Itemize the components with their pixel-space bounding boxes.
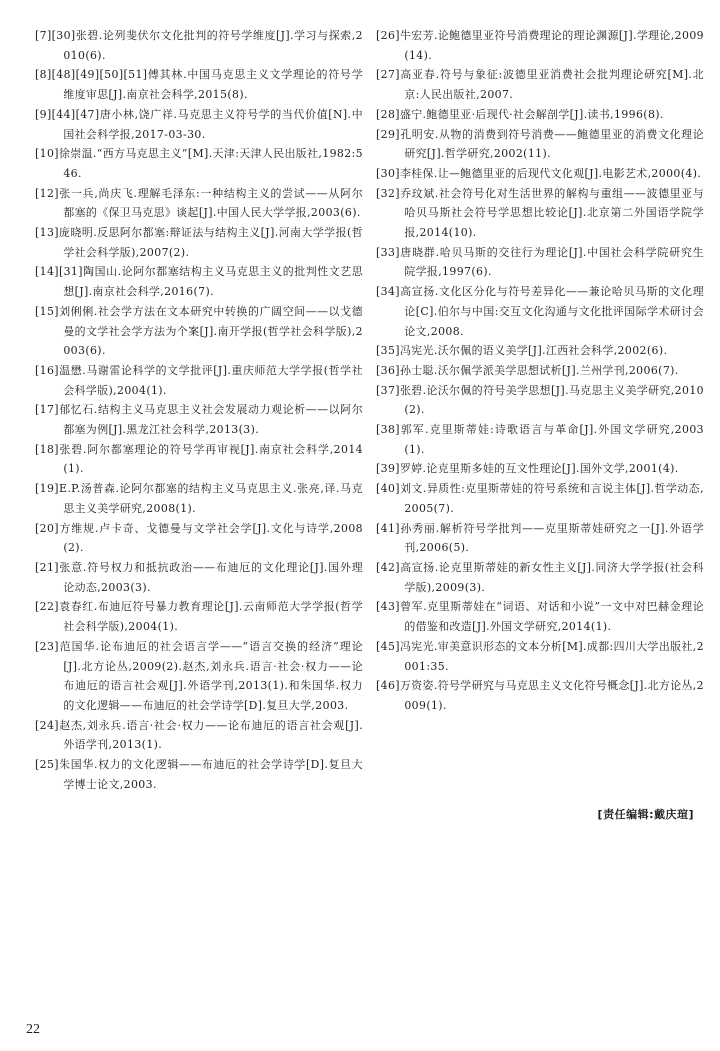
reference-item: [37]张碧.论沃尔佩的符号美学思想[J].马克思主义美学研究,2010(2). xyxy=(376,383,704,417)
reference-item: [14][31]陶国山.论阿尔都塞结构主义马克思主义的批判性文艺思想[J].南京社会科学,2016(7). xyxy=(35,265,363,299)
reference-item: [8][48][49][50][51]傅其林.中国马克思主义文学理论的符号学维度审思[J].南京社会科学,2015(8). xyxy=(35,68,363,102)
reference-item: [27]高亚春.符号与象征:波德里亚消费社会批判理论研究[M].北京:人民出版社,2007. xyxy=(376,68,704,102)
reference-item: [41]孙秀丽.解析符号学批判——克里斯蒂娃研究之一[J].外语学刊,2006(5). xyxy=(376,521,704,555)
reference-item: [10]徐崇温.“西方马克思主义”[M].天津:天津人民出版社,1982:546. xyxy=(35,147,363,180)
reference-item: [29]孔明安.从物的消费到符号消费——鲍德里亚的消费文化理论研究[J].哲学研究,2002(11). xyxy=(376,127,704,161)
reference-item: [24]赵杰,刘永兵.语言·社会·权力——论布迪厄的语言社会观[J].外语学刊,2013(1). xyxy=(35,718,363,752)
reference-item: [38]郭军.克里斯蒂娃:诗歌语言与革命[J].外国文学研究,2003(1). xyxy=(376,423,704,456)
reference-item: [36]孙士聪.沃尔佩学派美学思想试析[J].兰州学刊,2006(7). xyxy=(376,363,679,377)
reference-item: [18]张碧.阿尔都塞理论的符号学再审视[J].南京社会科学,2014(1). xyxy=(35,442,363,476)
reference-item: [39]罗婷.论克里斯多娃的互文性理论[J].国外文学,2001(4). xyxy=(376,462,679,476)
reference-item: [21]张意.符号权力和抵抗政治——布迪厄的文化理论[J].国外理论动态,2003(3). xyxy=(35,560,363,594)
reference-item: [9][44][47]唐小林,饶广祥.马克思主义符号学的当代价值[N].中国社会科学报,2017-03-30. xyxy=(35,107,363,141)
reference-item: [26]牛宏芳.论鲍德里亚符号消费理论的理论渊源[J].学理论,2009(14). xyxy=(376,29,704,62)
reference-item: [45]冯宪光.审美意识形态的文本分析[M].成都:四川大学出版社,2001:35. xyxy=(376,639,704,673)
reference-item: [30]李桂保.让—鲍德里亚的后现代文化观[J].电影艺术,2000(4). xyxy=(376,166,702,180)
reference-item: [16]温懋.马谢雷论科学的文学批评[J].重庆师范大学学报(哲学社会科学版),2004(1). xyxy=(35,363,363,397)
references-left-column xyxy=(35,26,363,794)
reference-item: [32]乔玟斌.社会符号化对生活世界的解构与重组——波德里亚与哈贝马斯社会符号学思想比较论[J].北京第二外国语学院学报,2014(10). xyxy=(376,186,704,240)
reference-item: [12]张一兵,尚庆飞.理解毛泽东:一种结构主义的尝试——从阿尔都塞的《保卫马克思》谈起[J].中国人民大学学报,2003(6). xyxy=(35,186,363,220)
reference-item: [33]唐晓群.哈贝马斯的交往行为理论[J].中国社会科学院研究生院学报,1997(6). xyxy=(376,245,704,279)
references-right-column xyxy=(376,26,704,716)
reference-item: [42]高宣扬.论克里斯蒂娃的新女性主义[J].同济大学学报(社会科学版),2009(3). xyxy=(376,560,704,594)
reference-item: [17]郁忆石.结构主义马克思主义社会发展动力观论析——以阿尔都塞为例[J].黑龙江社会科学,2013(3). xyxy=(35,403,363,437)
reference-item: [13]庞晓明.反思阿尔都塞:辩证法与结构主义[J].河南大学学报(哲学社会科学版),2007(2). xyxy=(35,226,363,259)
reference-item: [35]冯宪光.沃尔佩的语义美学[J].江西社会科学,2002(6). xyxy=(376,344,668,358)
reference-item: [23]范国华.论布迪厄的社会语言学——“语言交换的经济”理论[J].北方论丛,2009(2).赵杰,刘永兵.语言·社会·权力——论布迪厄的语言社会观[J].外语学刊,2013(1).和朱国华.权力的文化逻辑——布迪厄的社会学诗学[D].复旦大学,2003. xyxy=(35,639,363,712)
reference-item: [7][30]张碧.论列斐伏尔文化批判的符号学维度[J].学习与探索,2010(6). xyxy=(35,29,363,62)
reference-item: [25]朱国华.权力的文化逻辑——布迪厄的社会学诗学[D].复旦大学博士论文,2003. xyxy=(35,758,363,791)
page-number: 22 xyxy=(26,1022,40,1037)
reference-item: [15]刘俐俐.社会学方法在文本研究中转换的广阔空间——以戈德曼的文学社会学方法为个案[J].南开学报(哲学社会科学版),2003(6). xyxy=(35,304,363,358)
reference-item: [34]高宣扬.文化区分化与符号差异化——兼论哈贝马斯的文化理论[C].伯尔与中国:交互文化沟通与文化批评国际学术研讨会论文,2008. xyxy=(376,285,704,338)
reference-item: [19]E.P.汤普森.论阿尔都塞的结构主义马克思主义.张亮,译.马克思主义美学研究,2008(1). xyxy=(35,482,363,515)
responsible-editor-note: [责任编辑:戴庆瑄] xyxy=(597,808,694,821)
reference-item: [43]曾军.克里斯蒂娃在“词语、对话和小说”一文中对巴赫金理论的借鉴和改造[J].外国文学研究,2014(1). xyxy=(376,600,704,634)
reference-item: [40]刘文.异质性:克里斯蒂娃的符号系统和言说主体[J].哲学动态,2005(7). xyxy=(376,482,704,515)
reference-item: [20]方维规.卢卡奇、戈德曼与文学社会学[J].文化与诗学,2008(2). xyxy=(35,521,363,555)
reference-item: [46]万资姿.符号学研究与马克思主义文化符号概念[J].北方论丛,2009(1). xyxy=(376,679,704,712)
reference-item: [28]盛宁.鲍德里亚·后现代·社会解剖学[J].读书,1996(8). xyxy=(376,107,664,121)
reference-item: [22]袁春红.布迪厄符号暴力教育理论[J].云南师范大学学报(哲学社会科学版),2004(1). xyxy=(35,600,363,634)
